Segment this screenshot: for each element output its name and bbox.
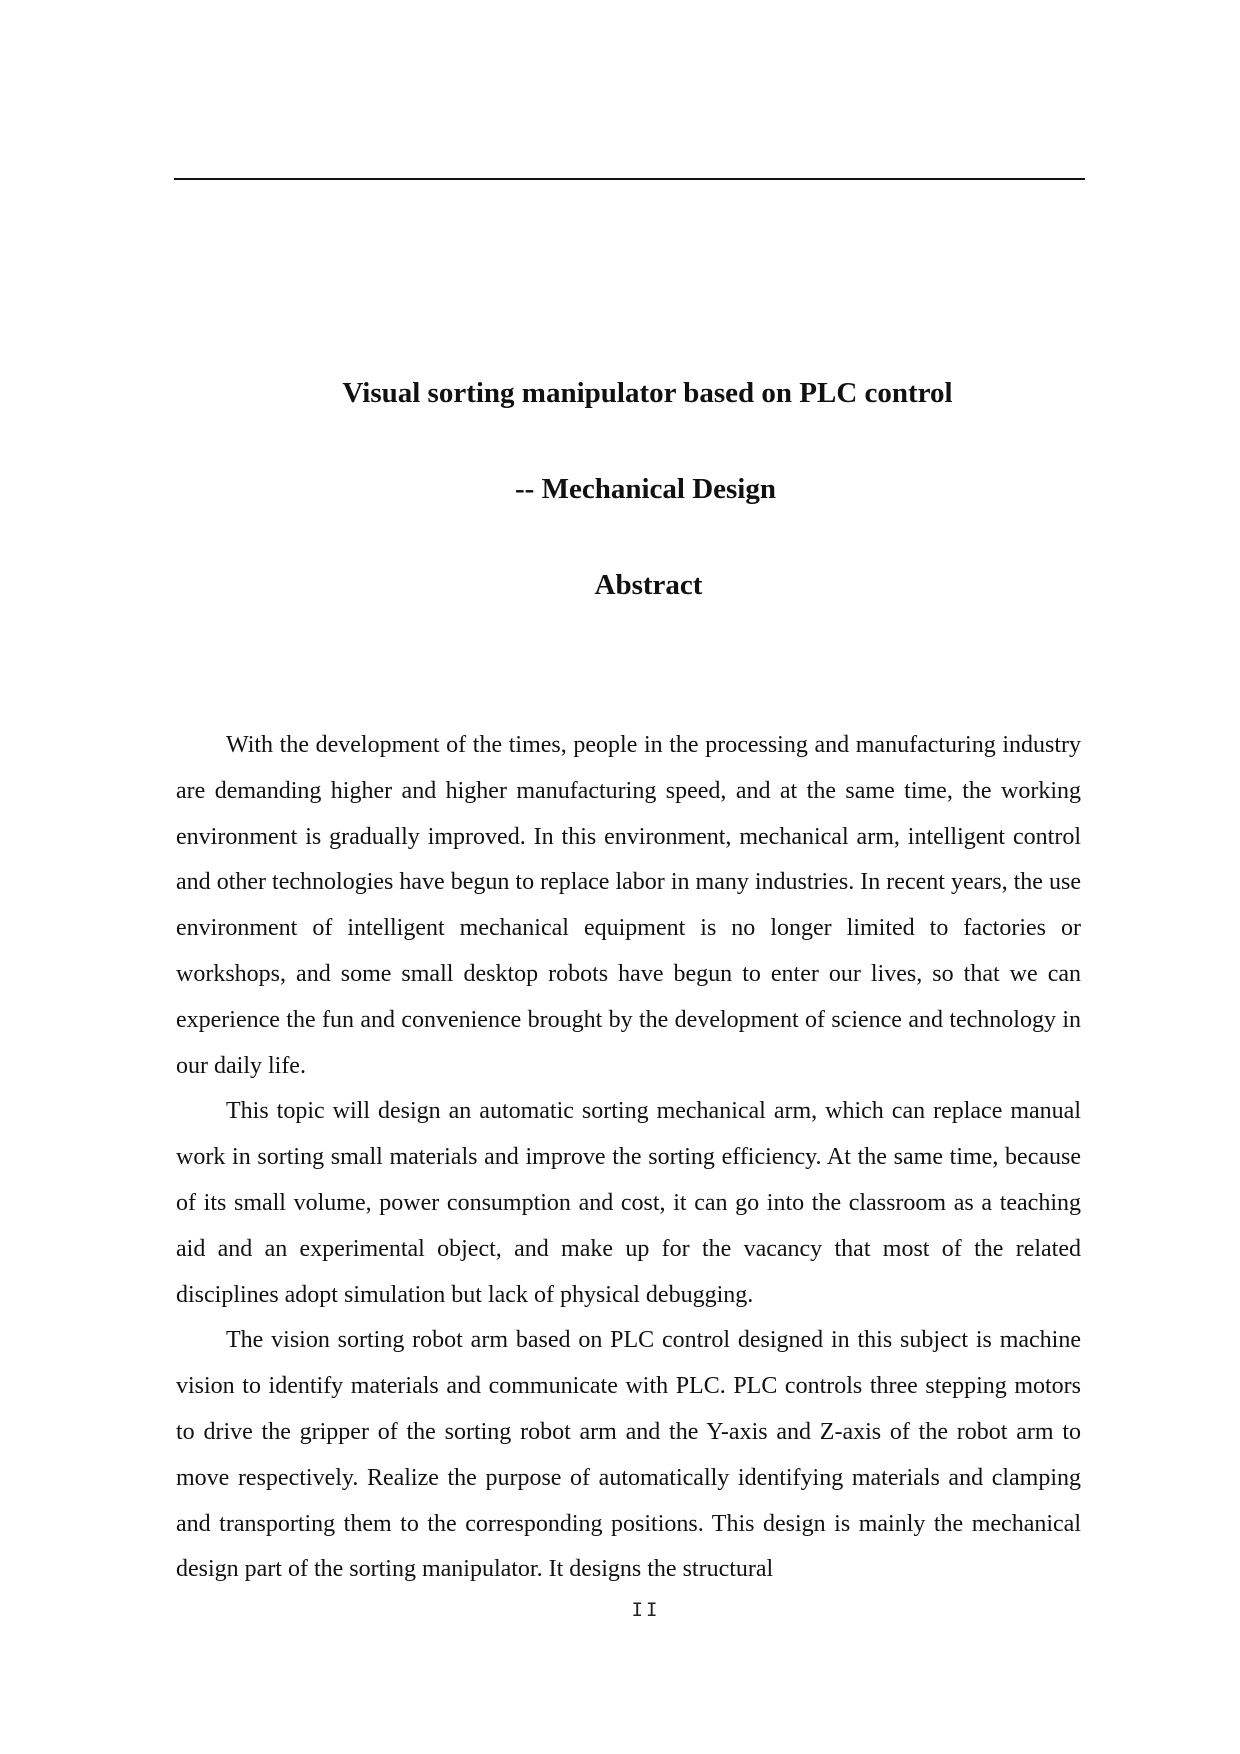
abstract-paragraph-2: This topic will design an automatic sorting mechanical arm, which can replace manual work in sorting small materials and improve the sorting efficiency. At the same time, because of its small volume, power consumption and cost, it can go into the classroom as a teaching aid and an experimental object, and make up for the vacancy that most of the related disciplines adopt simulation but lack of physical debugging.	[176, 1098, 1081, 1308]
page-number: II	[631, 1599, 661, 1621]
abstract-heading: Abstract	[594, 569, 703, 601]
abstract-body	[176, 723, 1081, 1593]
abstract-paragraph-1: With the development of the times, people in the processing and manufacturing industry are demanding higher and higher manufacturing speed, and at the same time, the working environment is gradually improved. In this environment, mechanical arm, intelligent control and other technologies have begun to replace labor in many industries. In recent years, the use environment of intelligent mechanical equipment is no longer limited to factories or workshops, and some small desktop robots have begun to enter our lives, so that we can experience the fun and convenience brought by the development of science and technology in our daily life.	[176, 732, 1081, 1079]
header-rule	[174, 178, 1085, 180]
abstract-paragraph-3: The vision sorting robot arm based on PLC control designed in this subject is machine vision to identify materials and communicate with PLC. PLC controls three stepping motors to drive the gripper of the sorting robot arm and the Y-axis and Z-axis of the robot arm to move respectively. Realize the purpose of automatically identifying materials and clamping and transporting them to the corresponding positions. This design is mainly the mechanical design part of the sorting manipulator. It designs the structural	[176, 1327, 1081, 1583]
document-title: Visual sorting manipulator based on PLC control	[342, 377, 953, 409]
document-subtitle: -- Mechanical Design	[515, 473, 776, 505]
